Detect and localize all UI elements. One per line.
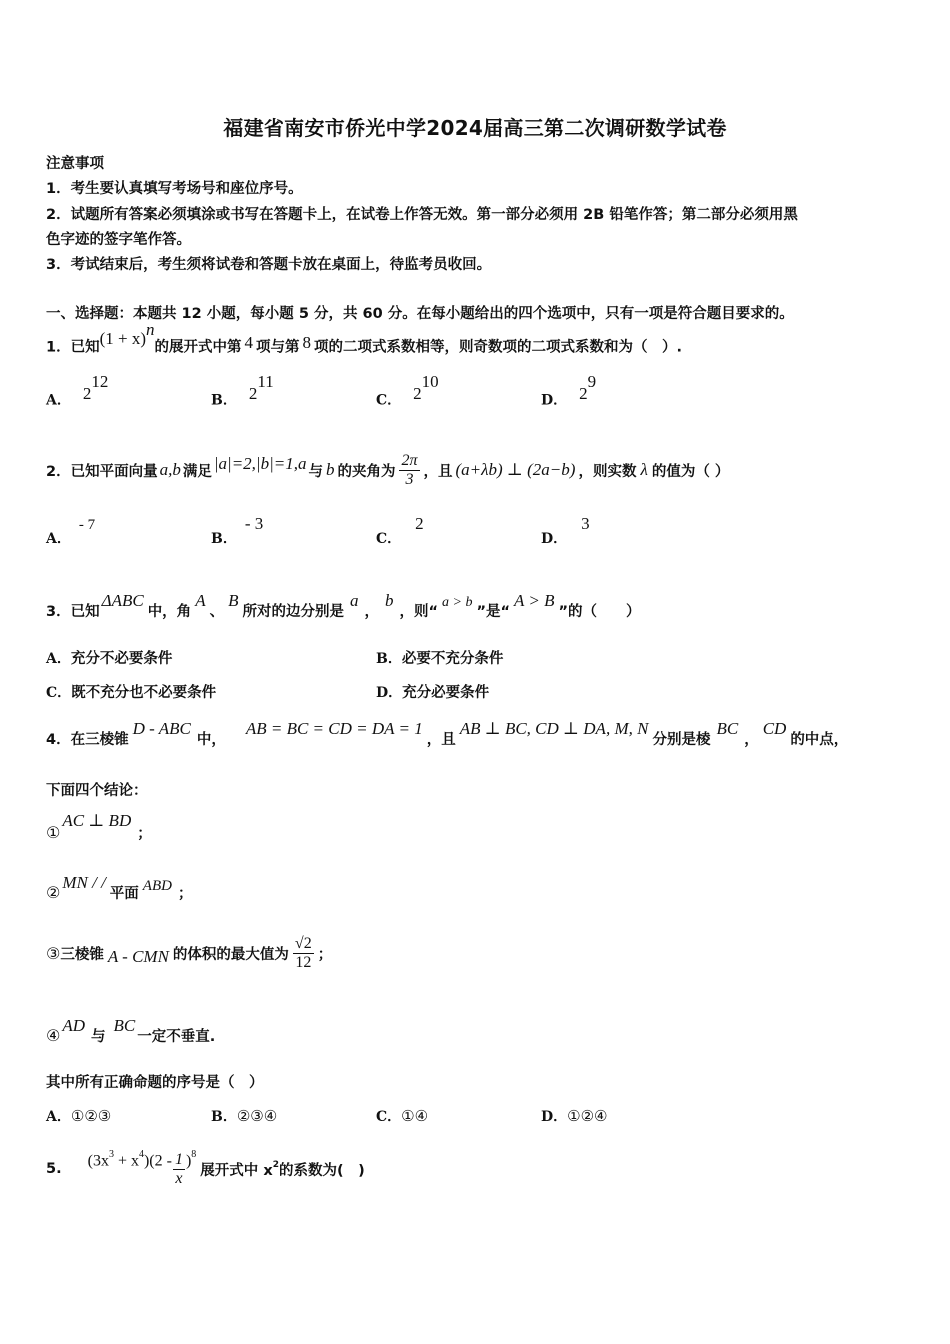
q1-expr: $(1 + x)^n$ [99, 320, 155, 348]
q3-triangle: ΔABC [101, 591, 144, 610]
q4-text: 4．在三棱锥 [46, 732, 129, 748]
q2-text: 与 [308, 463, 323, 480]
q3-condition-2: A > B [514, 591, 555, 610]
q4-perpendiculars: AB ⊥ BC, CD ⊥ DA, M, N [459, 719, 649, 738]
q3-text: ，则“ [399, 604, 438, 620]
q4-statement-1: ①AC ⊥ BD； [46, 811, 152, 842]
question-5 [46, 1146, 365, 1192]
q2-text: ，则实数 [578, 463, 637, 480]
q4-lead: 下面四个结论： [46, 783, 148, 799]
q4-option-d[interactable]: D．①②④ [541, 1107, 608, 1125]
notice-item: 色字迹的签字笔作答。 [46, 232, 191, 248]
page-title: 福建省南安市侨光中学2024届高三第二次调研数学试卷 [223, 116, 727, 140]
q2-text: 2．已知平面向量 [46, 463, 158, 480]
q4-edge-bc: BC [716, 719, 739, 738]
q1-text: 的展开式中第 [154, 339, 242, 356]
q3-text: 中，角 [147, 604, 192, 620]
q3-separator: 、 [209, 604, 225, 620]
section-heading: 一、选择题：本题共 12 小题，每小题 5 分，共 60 分。在每小题给出的四个选项中，只有一项是符合题目要求的。 [46, 306, 794, 322]
notice-item: 2．试题所有答案必须填涂或书写在答题卡上，在试卷上作答无效。第一部分必须用 2B 铅笔作答；第二部分必须用黑 [46, 207, 798, 223]
q2-vectors: a,b [159, 460, 181, 479]
q2-vector-b: b [325, 460, 335, 479]
q1-option-a[interactable]: A． $2^{12}$ [46, 372, 109, 409]
q5-text: 展开式中 $x^2$的系数为( ) [200, 1159, 365, 1179]
q1-text: 项与第 [256, 339, 300, 356]
q2-angle-fraction: $\frac{2\pi}{3}$ [401, 451, 418, 488]
q4-option-b[interactable]: B．②③④ [211, 1107, 278, 1125]
q3-angle-b: B [228, 591, 239, 610]
q4-option-a[interactable]: A．①②③ [46, 1107, 112, 1125]
q2-perpendicular: (a+λb) ⊥ (2a−b) [455, 460, 576, 479]
q2-option-d[interactable]: D．3 [541, 514, 590, 547]
q4-equalities: AB = BC = CD = DA = 1 [245, 719, 423, 738]
q4-volume-fraction: $\frac{√2}{12}$ [294, 934, 312, 971]
q2-text: ，且 [423, 463, 453, 480]
q4-statement-4: ④AD与BC一定不垂直. [46, 1016, 216, 1045]
q1-term-4: 4 [244, 332, 254, 352]
q4-statement-3: ③ 三棱锥 A - CMN 的体积的最大值为 $\frac{√2}{12}$ ； [46, 934, 333, 971]
question-1 [46, 320, 683, 357]
question-3 [46, 591, 641, 621]
q2-condition: |a|=2,|b|=1,a [213, 454, 307, 473]
notice-item: 1．考生要认真填写考场号和座位序号。 [46, 181, 303, 197]
q3-side-a: a [349, 591, 359, 610]
notice-item: 3．考试结束后，考生须将试卷和答题卡放在桌面上，待监考员收回。 [46, 257, 492, 273]
q1-term-8: 8 [302, 332, 312, 352]
q3-comma: ， [364, 604, 379, 620]
q2-option-c[interactable]: C．2 [376, 514, 424, 547]
q5-expression: $(3x^3 + x^4)(2$ - [87, 1149, 172, 1170]
q4-comma: ， [744, 732, 759, 748]
question-2 [46, 448, 729, 492]
q3-text: ”的（ ） [558, 604, 641, 620]
q1-option-b[interactable]: B． $2^{11}$ [211, 372, 274, 409]
q2-text: 的值为（ ） [651, 463, 730, 480]
q4-text: 分别是棱 [652, 732, 711, 748]
q3-option-b[interactable]: B．必要不充分条件 [376, 651, 504, 667]
q5-expression-end: )$^8$ [185, 1149, 197, 1170]
q3-option-d[interactable]: D．充分必要条件 [376, 685, 490, 701]
q2-option-b[interactable]: B．- 3 [211, 514, 264, 547]
q5-fraction: $\frac{1}{x}$ [174, 1150, 183, 1187]
q3-text: 所对的边分别是 [242, 604, 344, 620]
q4-text: 的中点， [790, 732, 849, 748]
q3-option-c[interactable]: C．既不充分也不必要条件 [46, 685, 217, 701]
q3-side-b: b [384, 591, 394, 610]
notice-heading: 注意事项 [46, 156, 104, 172]
question-4 [46, 719, 849, 749]
q5-number: 5. [46, 1161, 62, 1177]
q3-option-a[interactable]: A．充分不必要条件 [46, 651, 173, 667]
q4-text: ，且 [426, 732, 456, 748]
q4-statement-2: ②MN / /平面 ABD ； [46, 873, 193, 902]
q1-option-d[interactable]: D． $2^9$ [541, 372, 597, 409]
q1-option-c[interactable]: C． $2^{10}$ [376, 372, 439, 409]
q4-text: 中， [196, 732, 226, 748]
q3-angle-a: A [195, 591, 206, 610]
q2-lambda: λ [640, 460, 648, 479]
q4-edge-cd: CD [762, 719, 787, 738]
q2-option-a[interactable]: A．- 7 [46, 517, 96, 547]
q3-text: ”是“ [476, 604, 511, 620]
q4-ask: 其中所有正确命题的序号是（ ） [46, 1075, 264, 1091]
q3-condition-1: a > b [442, 595, 473, 610]
q3-text: 3．已知 [46, 604, 100, 620]
q2-text: 的夹角为 [337, 463, 396, 480]
q2-text: 满足 [182, 463, 212, 480]
q4-pyramid: D - ABC [132, 719, 191, 738]
q1-number: 1．已知 [46, 339, 100, 356]
q1-text: 项的二项式系数相等，则奇数项的二项式系数和为（ ）. [314, 339, 683, 356]
q4-option-c[interactable]: C．①④ [376, 1107, 429, 1125]
